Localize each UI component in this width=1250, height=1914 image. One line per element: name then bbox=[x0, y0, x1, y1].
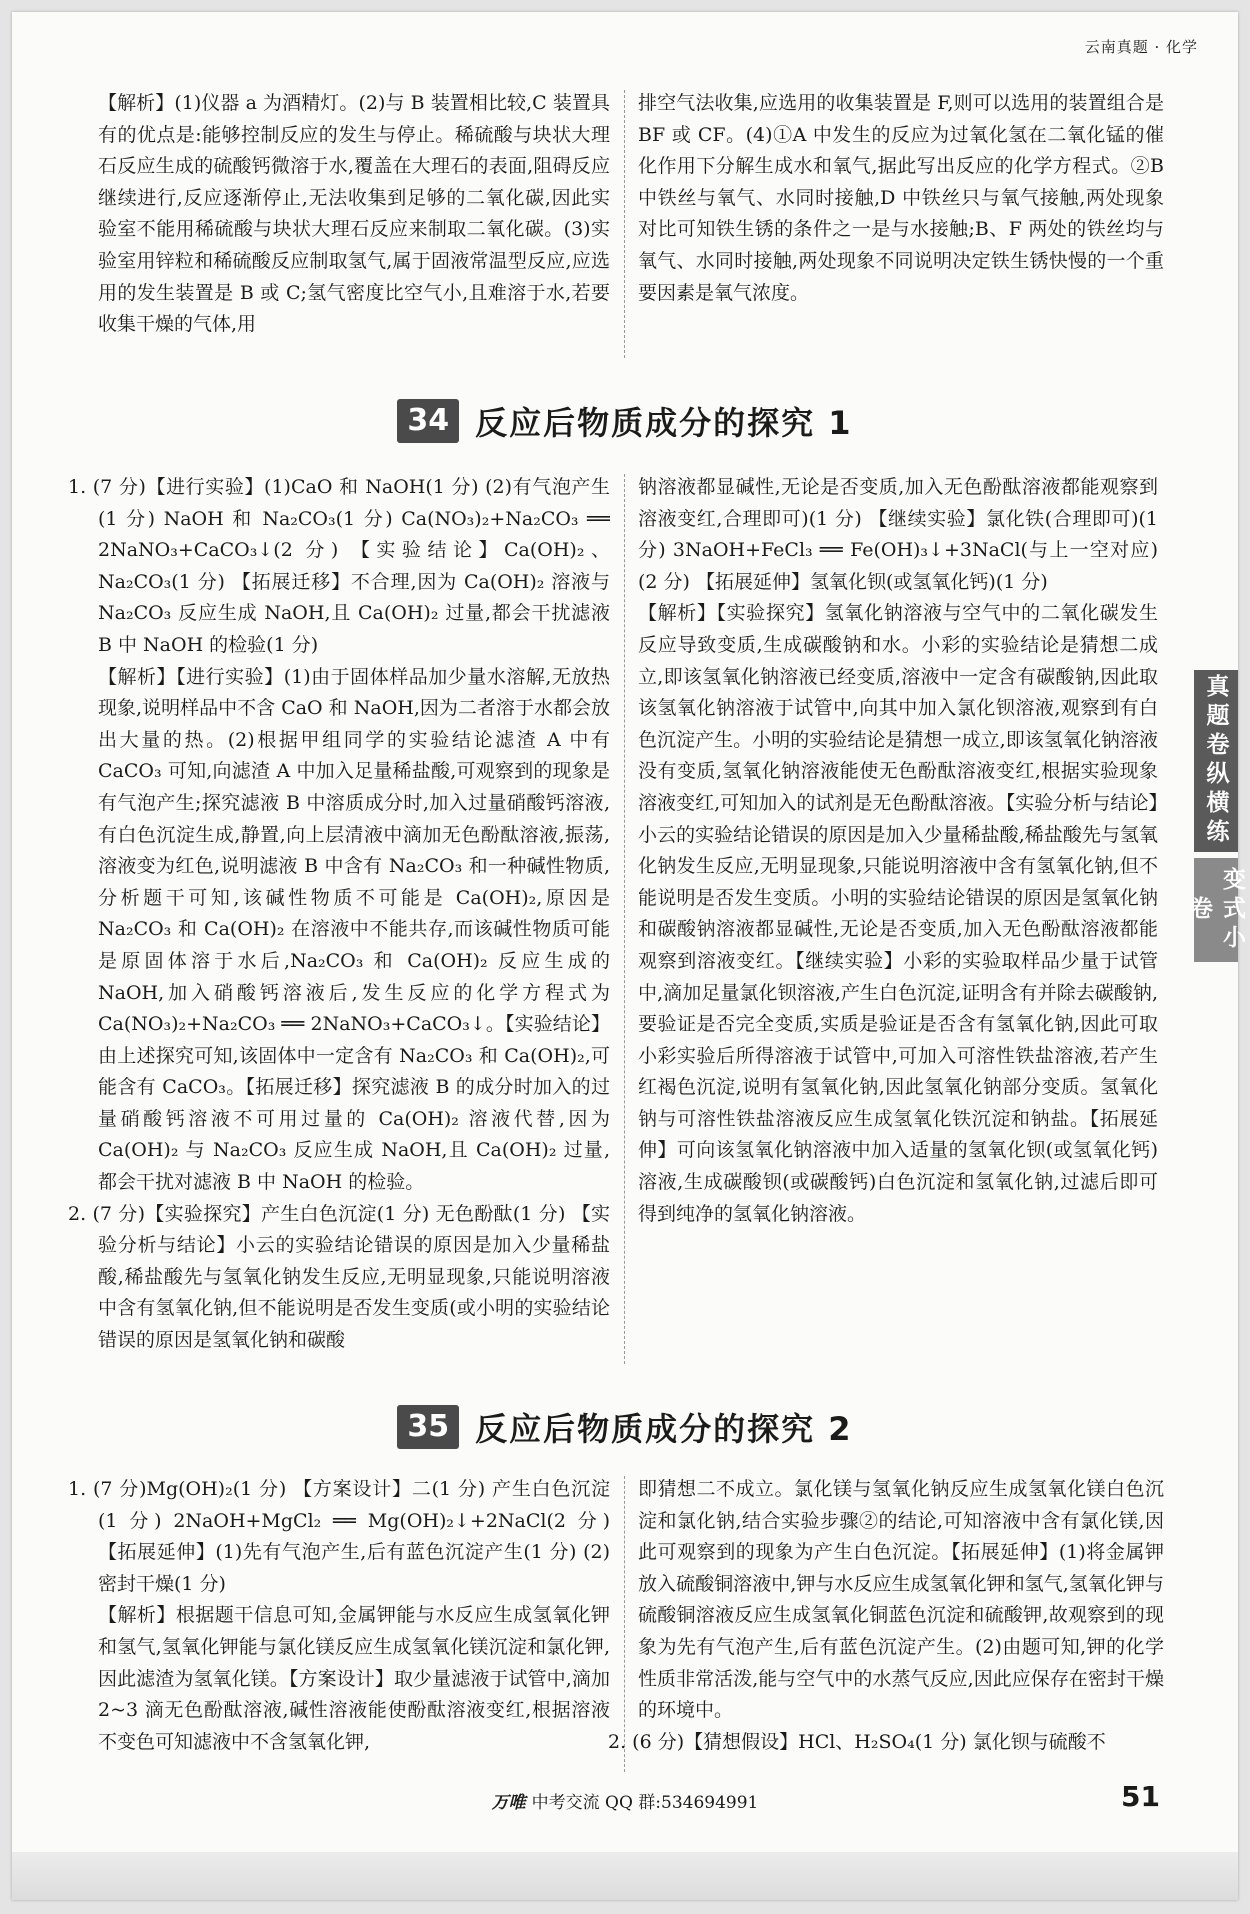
s35-answer-1: 1. (7 分)Mg(OH)₂(1 分) 【方案设计】二(1 分) 产生白色沉淀(1 分) 2NaOH+MgCl₂ ══ Mg(OH)₂↓+2NaCl(2 分) 【拓展延伸】(1)先有气泡产生,后有蓝色沉淀产生(1 分) (2)密封干燥(1 分) bbox=[68, 1478, 610, 1595]
page-footer bbox=[12, 1788, 1238, 1813]
s35-analysis-1-cont: 即猜想二不成立。氯化镁与氢氧化钠反应生成氢氧化镁白色沉淀和氯化钠,结合实验步骤②的结论,可知溶液中含有氯化镁,因此可观察到的现象为产生白色沉淀。【拓展延伸】(1)将金属钾放入硫酸铜溶液中,钾与水反应生成氢氧化钾和氢气,氢氧化钾与硫酸铜溶液反应生成氢氧化铜蓝色沉淀和硫酸钾,故观察到的现象为先有气泡产生,后有蓝色沉淀产生。(2)由题可知,钾的化学性质非常活泼,能与空气中的水蒸气反应,因此应保存在密封干燥的环境中。 bbox=[638, 1478, 1164, 1722]
column-divider bbox=[624, 90, 625, 358]
brand-logo: 万唯 bbox=[491, 1793, 526, 1813]
section-35-title: 反应后物质成分的探究 2 bbox=[475, 1410, 853, 1448]
section-35-left-column bbox=[68, 1474, 610, 1758]
s34-answer-2-cont: 钠溶液都显碱性,无论是否变质,加入无色酚酞溶液都能观察到溶液变红,合理即可)(1 分) 【继续实验】氯化铁(合理即可)(1 分) 3NaOH+FeCl₃ ══ Fe(OH)₃↓+3NaCl(与上一空对应)(2 分) 【拓展延伸】氢氧化钡(或氢氧化钙)(1 分) bbox=[638, 476, 1158, 593]
section-34-right-column bbox=[638, 472, 1158, 1230]
top-right-column bbox=[638, 88, 1164, 309]
section-35-heading bbox=[12, 1400, 1238, 1454]
s35-analysis-1: 【解析】根据题干信息可知,金属钾能与水反应生成氢氧化钾和氢气,氢氧化钾能与氯化镁反应生成氢氧化镁沉淀和氯化钾,因此滤渣为氢氧化镁。【方案设计】取少量滤液于试管中,滴加 2~3 滴无色酚酞溶液,碱性溶液能使酚酞溶液变红,根据溶液不变色可知滤液中不含氢氧化钾, bbox=[98, 1604, 610, 1753]
footer-qq-group: 中考交流 QQ 群:534694991 bbox=[531, 1793, 759, 1813]
top-left-column bbox=[98, 88, 610, 341]
page-number: 51 bbox=[1121, 1780, 1160, 1813]
section-34-left-column bbox=[68, 472, 610, 1357]
column-divider bbox=[624, 474, 625, 1364]
section-34-number: 34 bbox=[397, 399, 459, 443]
section-34-title: 反应后物质成分的探究 1 bbox=[475, 404, 853, 442]
s34-analysis-2: 【解析】【实验探究】氢氧化钠溶液与空气中的二氧化碳发生反应导致变质,生成碳酸钠和水。小彩的实验结论是猜想二成立,即该氢氧化钠溶液已经变质,溶液中一定含有碳酸钠,因此取该氢氧化钠溶液于试管中,向其中加入氯化钡溶液,观察到有白色沉淀产生。小明的实验结论是猜想一成立,即该氢氧化钠溶液没有变质,氢氧化钠溶液能使无色酚酞溶液变红,根据实验现象溶液变红,可知加入的试剂是无色酚酞溶液。【实验分析与结论】小云的实验结论错误的原因是加入少量稀盐酸,稀盐酸先与氢氧化钠发生反应,无明显现象,只能说明溶液中含有氢氧化钠,但不能说明是否发生变质。小明的实验结论错误的原因是氢氧化钠和碳酸钠溶液都显碱性,无论是否变质,加入无色酚酞溶液都能观察到溶液变红。【继续实验】小彩的实验取样品少量于试管中,滴加足量氯化钡溶液,产生白色沉淀,证明含有并除去碳酸钠,要验证是否完全变质,实质是验证是否含有氢氧化钠,因此可取小彩实验后所得溶液于试管中,可加入可溶性铁盐溶液,若产生红褐色沉淀,说明有氢氧化钠,因此氢氧化钠部分变质。氢氧化钠与可溶性铁盐溶液反应生成氢氧化铁沉淀和钠盐。【拓展延伸】可向该氢氧化钠溶液中加入适量的氢氧化钡(或氢氧化钙)溶液,生成碳酸钡(或碳酸钙)白色沉淀和氢氧化钠,过滤后即可得到纯净的氢氧化钠溶液。 bbox=[638, 602, 1158, 1225]
s34-answer-1: 1. (7 分)【进行实验】(1)CaO 和 NaOH(1 分) (2)有气泡产生(1 分) NaOH 和 Na₂CO₃(1 分) Ca(NO₃)₂+Na₂CO₃ ══ 2NaNO₃+CaCO₃↓(2 分) 【实验结论】Ca(OH)₂、Na₂CO₃(1 分) 【拓展迁移】不合理,因为 Ca(OH)₂ 溶液与 Na₂CO₃ 反应生成 NaOH,且 Ca(OH)₂ 过量,都会干扰滤液 B 中 NaOH 的检验(1 分) bbox=[68, 476, 610, 656]
bottom-band bbox=[12, 1852, 1238, 1900]
section-34-heading bbox=[12, 394, 1238, 448]
section-35-number: 35 bbox=[397, 1405, 459, 1449]
section-35-right-column bbox=[608, 1474, 1164, 1758]
page-header: 云南真题 · 化学 bbox=[1084, 38, 1198, 56]
s34-answer-2: 2. (7 分)【实验探究】产生白色沉淀(1 分) 无色酚酞(1 分) 【实验分析与结论】小云的实验结论错误的原因是加入少量稀盐酸,稀盐酸先与氢氧化钠发生反应,无明显现象,只能说明溶液中含有氢氧化钠,但不能说明是否发生变质(或小明的实验结论错误的原因是氢氧化钠和碳酸 bbox=[68, 1202, 610, 1352]
top-left-paragraph: 【解析】(1)仪器 a 为酒精灯。(2)与 B 装置相比较,C 装置具有的优点是:能够控制反应的发生与停止。稀硫酸与块状大理石反应生成的硫酸钙微溶于水,覆盖在大理石的表面,阻碍反应继续进行,反应逐渐停止,无法收集到足够的二氧化碳,因此实验室不能用稀硫酸与块状大理石反应来制取二氧化碳。(3)实验室用锌粒和稀硫酸反应制取氢气,属于固液常温型反应,应选用的发生装置是 B 或 C;氢气密度比空气小,且难溶于水,若要收集干燥的气体,用 bbox=[98, 92, 610, 336]
page bbox=[12, 12, 1245, 1900]
s35-answer-2: 2. (6 分)【猜想假设】HCl、H₂SO₄(1 分) 氯化钡与硫酸不 bbox=[608, 1730, 1106, 1753]
s34-analysis-1: 【解析】【进行实验】(1)由于固体样品加少量水溶解,无放热现象,说明样品中不含 CaO 和 NaOH,因为二者溶于水都会放出大量的热。(2)根据甲组同学的实验结论滤渣 A 中有 CaCO₃ 可知,向滤渣 A 中加入足量稀盐酸,可观察到的现象是有气泡产生;探究滤液 B 中溶质成分时,加入过量硝酸钙溶液,有白色沉淀生成,静置,向上层清液中滴加无色酚酞溶液,振荡,溶液变为红色,说明滤液 B 中含有 Na₂CO₃ 和一种碱性物质,分析题干可知,该碱性物质不可能是 Ca(OH)₂,原因是 Na₂CO₃ 和 Ca(OH)₂ 在溶液中不能共存,而该碱性物质可能是原固体溶于水后,Na₂CO₃ 和 Ca(OH)₂ 反应生成的 NaOH,加入硝酸钙溶液后,发生反应的化学方程式为 Ca(NO₃)₂+Na₂CO₃ ══ 2NaNO₃+CaCO₃↓。【实验结论】由上述探究可知,该固体中一定含有 Na₂CO₃ 和 Ca(OH)₂,可能含有 CaCO₃。【拓展迁移】探究滤液 B 的成分时加入的过量硝酸钙溶液不可用过量的 Ca(OH)₂ 溶液代替,因为 Ca(OH)₂ 与 Na₂CO₃ 反应生成 NaOH,且 Ca(OH)₂ 过量,都会干扰对滤液 B 中 NaOH 的检验。 bbox=[98, 665, 610, 1194]
side-tab-zhenti: 真题卷纵横练 bbox=[1194, 670, 1238, 852]
top-right-paragraph: 排空气法收集,应选用的收集装置是 F,则可以选用的装置组合是 BF 或 CF。(4)①A 中发生的反应为过氧化氢在二氧化锰的催化作用下分解生成水和氧气,据此写出反应的化学方程式。②B 中铁丝与氧气、水同时接触,D 中铁丝只与氧气接触,两处现象对比可知铁生锈的条件之一是与水接触;B、F 两处的铁丝均与氧气、水同时接触,两处现象不同说明决定铁生锈快慢的一个重要因素是氧气浓度。 bbox=[638, 92, 1164, 304]
side-tab-bianshi: 变式小卷 bbox=[1194, 858, 1238, 962]
